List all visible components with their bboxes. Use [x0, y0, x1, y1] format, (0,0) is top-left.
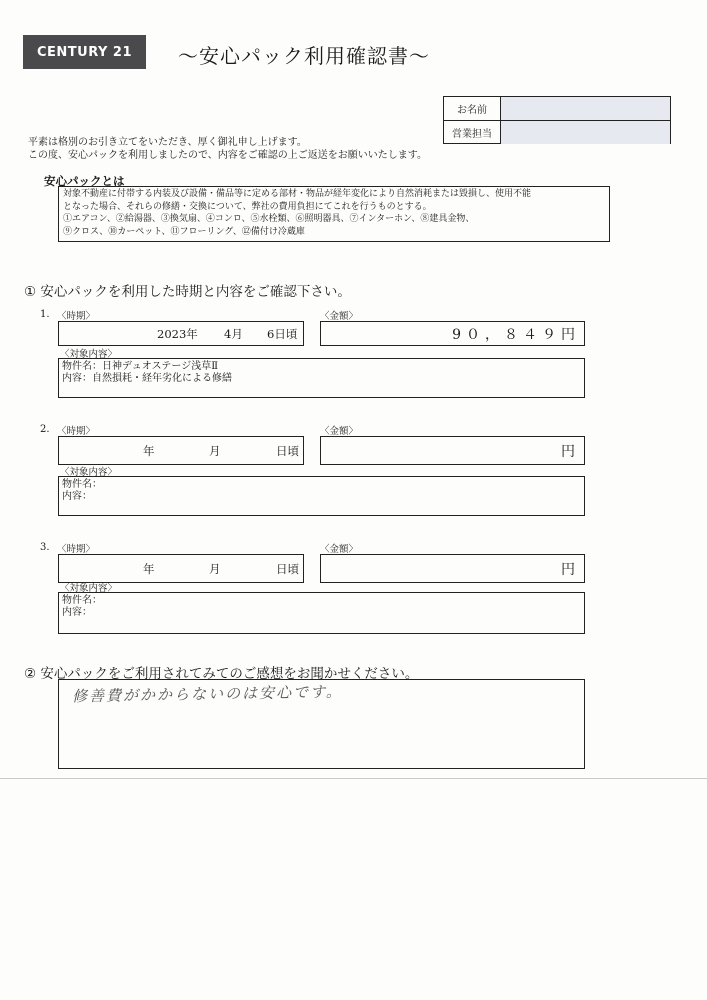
date-day: 6日頃	[267, 326, 298, 341]
amount-field[interactable]	[320, 321, 585, 346]
time-label: 〈時期〉	[57, 311, 96, 322]
greeting-line2: この度、安心パックを利用しましたので、内容をご確認の上ご返送をお願いいたします。	[28, 150, 427, 161]
amount-value: 円	[561, 561, 580, 578]
property-name: 物件名：	[62, 479, 102, 490]
content-text: 内容：自然損耗・経年劣化による修繕	[62, 373, 232, 384]
property-name: 物件名：日神デュオステージ浅草Ⅱ	[62, 361, 218, 372]
target-label: 〈対象内容〉	[60, 349, 118, 360]
definition-line1: 対象不動産に付帯する内装及び設備・備品等に定める部材・物品が経年変化により自然消耗または毀損し、使用不能	[63, 189, 532, 199]
date-year: 年	[143, 443, 155, 458]
page-title: 〜安心パック利用確認書〜	[178, 44, 430, 68]
customer-info-table	[443, 96, 671, 144]
greeting	[28, 136, 427, 162]
date-day: 日頃	[276, 443, 299, 458]
entry-number: 2.	[40, 424, 50, 435]
property-name: 物件名：	[62, 595, 102, 606]
definition-heading: 安心パックとは	[44, 174, 125, 188]
time-label: 〈時期〉	[57, 544, 96, 555]
definition-line3: ①エアコン、②給湯器、③換気扇、④コンロ、⑤水栓類、⑥照明器具、⑦インターホン、⑧建具金物、	[63, 214, 475, 224]
target-field[interactable]	[58, 592, 585, 634]
sales-label: 営業担当	[444, 121, 501, 144]
amount-field[interactable]	[320, 436, 585, 465]
name-value-redacted	[501, 97, 670, 120]
name-row	[444, 97, 670, 121]
date-year: 2023年	[157, 326, 198, 341]
amount-label: 〈金額〉	[320, 311, 359, 322]
date-field[interactable]	[58, 554, 304, 583]
amount-field[interactable]	[320, 554, 585, 583]
date-field[interactable]	[58, 321, 304, 346]
target-field[interactable]	[58, 476, 585, 516]
target-label: 〈対象内容〉	[60, 583, 118, 594]
amount-value: 円	[561, 443, 580, 460]
date-day: 日頃	[276, 561, 299, 576]
section1-heading: ① 安心パックを利用した時期と内容をご確認下さい。	[24, 284, 351, 300]
target-field[interactable]	[58, 358, 585, 398]
definition-box	[58, 186, 610, 242]
content-text: 内容：	[62, 607, 92, 618]
date-field[interactable]	[58, 436, 304, 465]
amount-label: 〈金額〉	[320, 426, 359, 437]
entry-number: 3.	[40, 542, 50, 553]
definition-line4: ⑨クロス、⑩カーペット、⑪フローリング、⑫備付け冷蔵庫	[63, 226, 305, 237]
entry-number: 1.	[40, 309, 50, 320]
target-label: 〈対象内容〉	[60, 467, 118, 478]
section2-heading: ② 安心パックをご利用されてみてのご感想をお聞かせください。	[24, 666, 419, 682]
sales-row	[444, 121, 670, 144]
date-year: 年	[143, 561, 155, 576]
content-text: 内容：	[62, 491, 92, 502]
amount-value: 9０，８４９円	[452, 326, 580, 343]
date-month: 月	[209, 443, 221, 458]
date-month: 4月	[224, 326, 243, 341]
time-label: 〈時期〉	[57, 426, 96, 437]
name-label: お名前	[444, 97, 501, 120]
century21-logo: CENTURY 21	[23, 35, 146, 69]
impression-answer: 修善費がかからないのは安心です。	[71, 682, 343, 706]
date-month: 月	[209, 561, 221, 576]
greeting-line1: 平素は格別のお引き立てをいただき、厚く御礼申し上げます。	[28, 137, 307, 148]
definition-line2: となった場合、それらの修繕・交換について、弊社の費用負担にてこれを行うものとする。	[63, 201, 432, 212]
sales-value-redacted	[501, 121, 670, 144]
scan-edge-line	[0, 778, 707, 779]
amount-label: 〈金額〉	[320, 544, 359, 555]
